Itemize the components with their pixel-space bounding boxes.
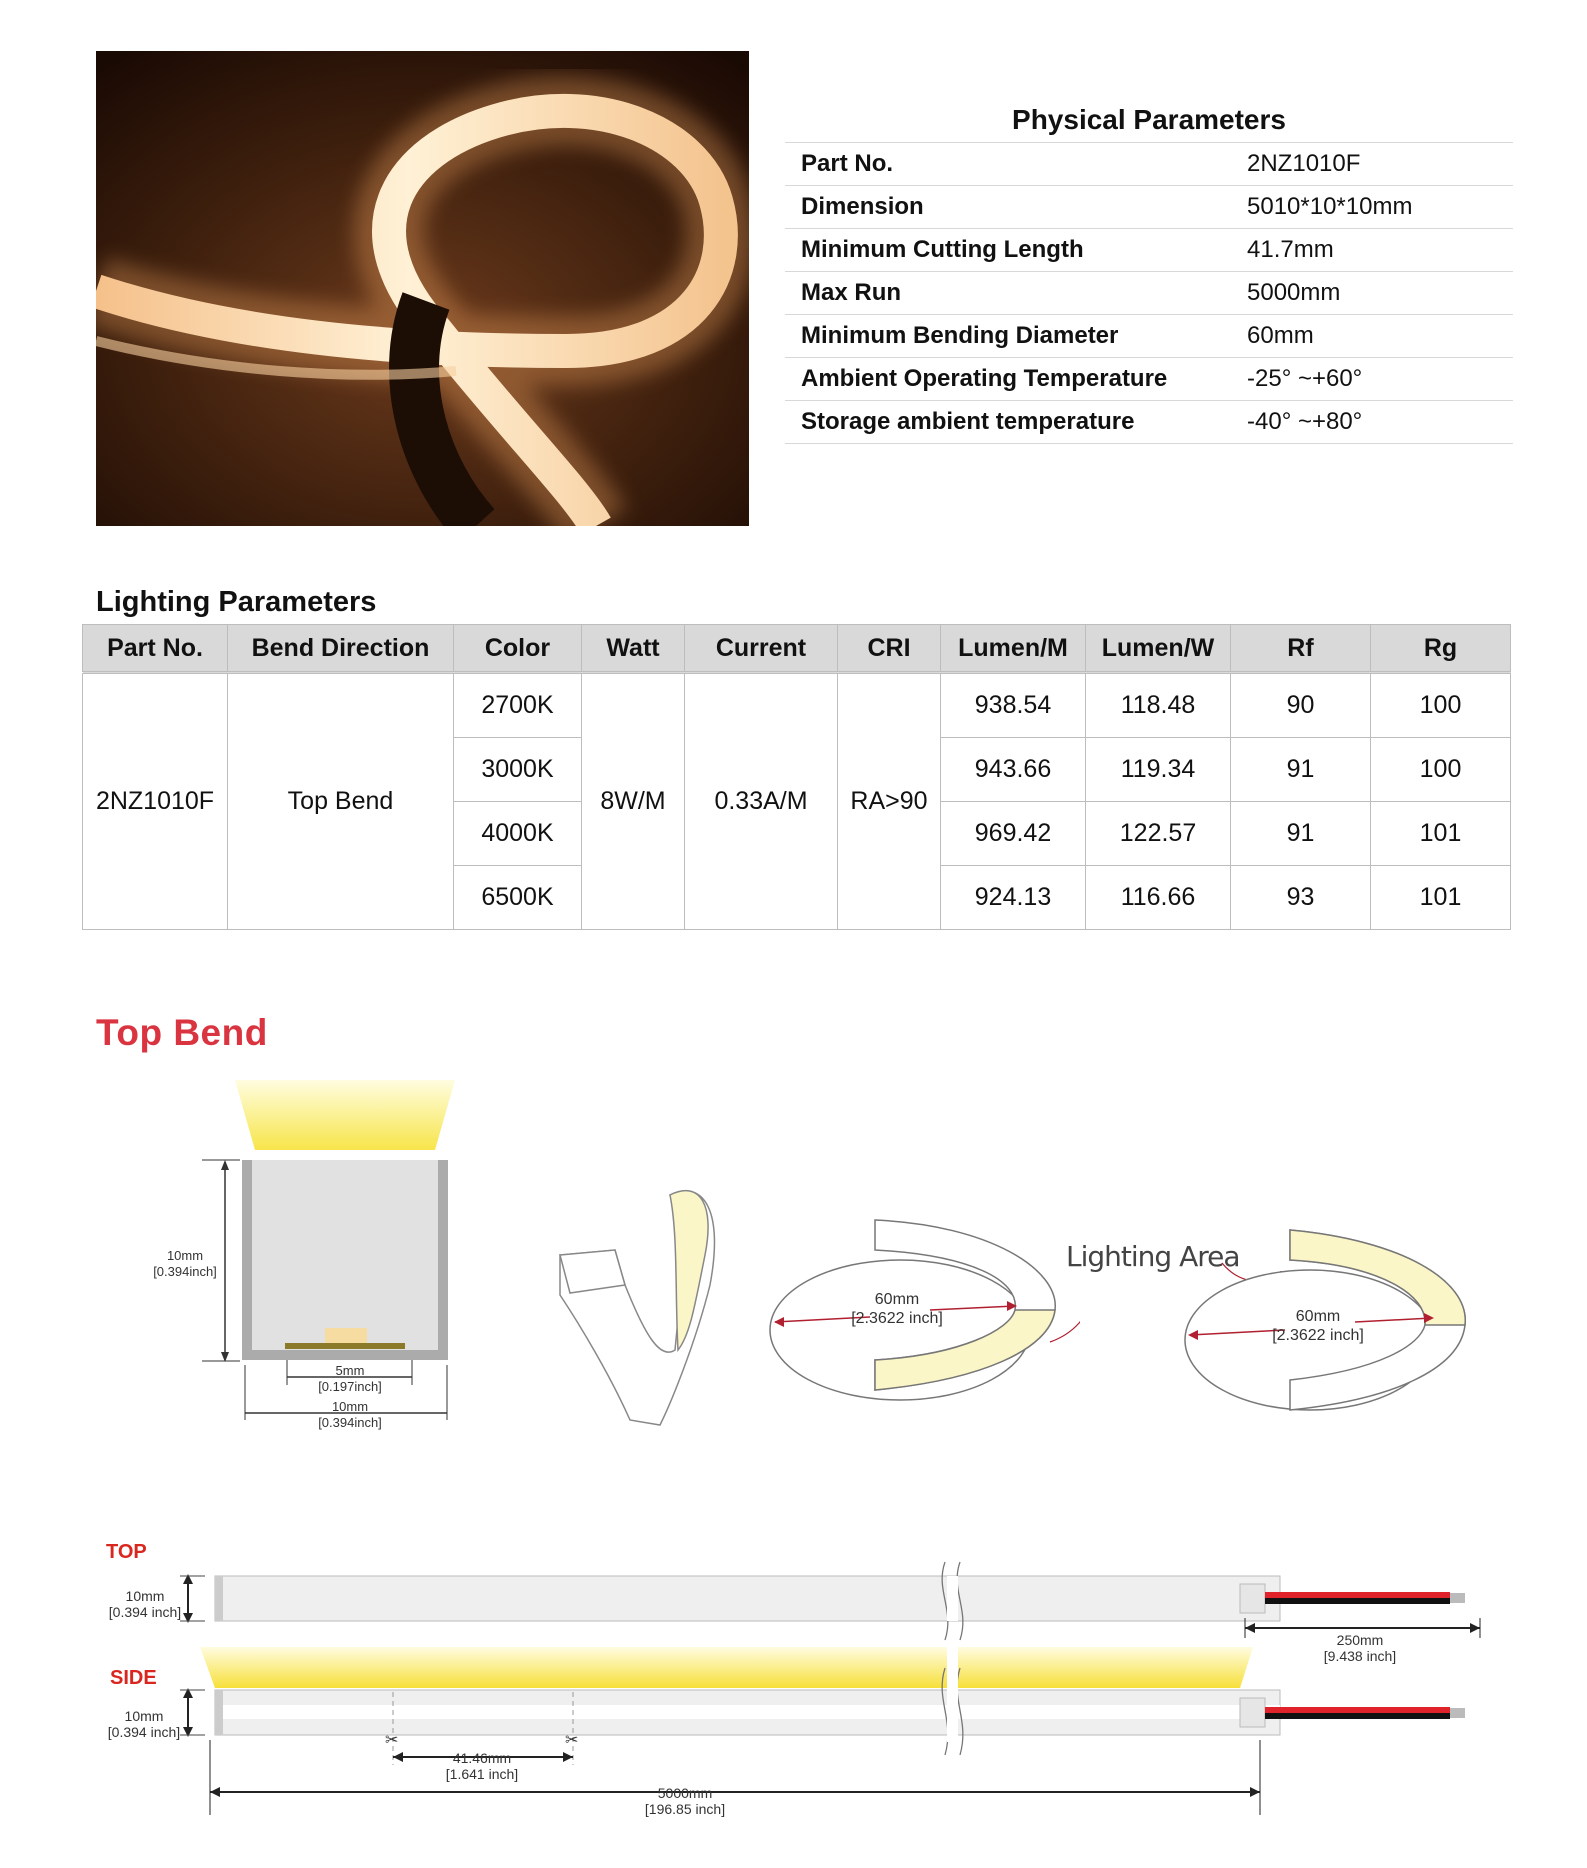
- param-value: -25° ~+60°: [1247, 365, 1363, 392]
- twisted-strip-illustration: [550, 1175, 740, 1435]
- bend2-mm: 60mm: [1295, 1308, 1341, 1325]
- current-cell: 0.33A/M: [685, 673, 838, 930]
- width-dimension-label: [305, 1399, 395, 1431]
- col-header: Lumen/M: [941, 625, 1086, 673]
- watt-cell: 8W/M: [582, 673, 685, 930]
- col-header: Lumen/W: [1086, 625, 1231, 673]
- col-header: Watt: [582, 625, 685, 673]
- physical-row: [785, 401, 1513, 444]
- rg-cell: 101: [1371, 866, 1511, 930]
- physical-row: [785, 186, 1513, 229]
- param-value: 5010*10*10mm: [1247, 193, 1413, 220]
- cable-mm: 250mm: [1336, 1632, 1384, 1648]
- top-height-inch: [0.394 inch]: [108, 1604, 182, 1620]
- inner-inch: [0.197inch]: [318, 1379, 382, 1394]
- side-height-label: [98, 1708, 190, 1740]
- physical-parameters-title: Physical Parameters: [785, 100, 1513, 143]
- lumen-w-cell: 119.34: [1086, 738, 1231, 802]
- lumen-m-cell: 924.13: [941, 866, 1086, 930]
- pcb: [285, 1343, 405, 1349]
- table-header-row: [83, 625, 1511, 673]
- physical-row: [785, 143, 1513, 186]
- color-cell: 6500K: [454, 866, 582, 930]
- cable-length-label: [1310, 1632, 1410, 1664]
- bend1-mm: 60mm: [874, 1291, 920, 1308]
- side-view-label: SIDE: [110, 1667, 157, 1689]
- top-height-mm: 10mm: [125, 1588, 165, 1604]
- product-photo: [96, 51, 749, 526]
- black-wire: [1265, 1598, 1450, 1604]
- top-height-label: [100, 1588, 190, 1620]
- physical-parameters-table: [785, 100, 1513, 444]
- profile-inner: [252, 1160, 438, 1350]
- param-key: Part No.: [801, 150, 894, 177]
- lighting-area-label: Lighting Area: [1066, 1240, 1240, 1273]
- side-light-glow: [200, 1647, 1253, 1688]
- top-bend-title: Top Bend: [96, 1012, 268, 1053]
- lumen-w-cell: 118.48: [1086, 673, 1231, 738]
- lumen-m-cell: 938.54: [941, 673, 1086, 738]
- rg-cell: 100: [1371, 673, 1511, 738]
- rf-cell: 90: [1231, 673, 1371, 738]
- lumen-w-cell: 122.57: [1086, 802, 1231, 866]
- param-value: 41.7mm: [1247, 236, 1334, 263]
- total-length-label: [630, 1785, 740, 1817]
- scissors-icon: ✂: [385, 1732, 399, 1749]
- height-dimension-label: [150, 1248, 220, 1280]
- part-no-cell: 2NZ1010F: [83, 673, 228, 930]
- param-value: 2NZ1010F: [1247, 150, 1361, 177]
- length-inch: [196.85 inch]: [644, 1801, 726, 1817]
- table-row: [83, 673, 1511, 738]
- scissors-icon: ✂: [565, 1732, 579, 1749]
- led-chip: [325, 1328, 367, 1343]
- cut-length-label: [432, 1750, 532, 1782]
- top-strip-body: [215, 1576, 1280, 1621]
- bend1-inch: [2.3622 inch]: [851, 1310, 943, 1327]
- col-header: Current: [685, 625, 838, 673]
- side-height-mm: 10mm: [124, 1708, 164, 1724]
- height-mm: 10mm: [166, 1248, 204, 1263]
- param-key: Minimum Bending Diameter: [801, 322, 1119, 349]
- physical-row: [785, 358, 1513, 401]
- bend2-inch: [2.3622 inch]: [1272, 1327, 1364, 1344]
- inner-dimension-label: [310, 1363, 390, 1395]
- color-cell: 3000K: [454, 738, 582, 802]
- color-cell: 2700K: [454, 673, 582, 738]
- strip-dimension-drawing: [180, 1550, 1510, 1830]
- red-wire: [1265, 1592, 1450, 1598]
- rf-cell: 91: [1231, 738, 1371, 802]
- col-header: Rg: [1371, 625, 1511, 673]
- lumen-m-cell: 943.66: [941, 738, 1086, 802]
- param-value: 5000mm: [1247, 279, 1341, 306]
- param-key: Max Run: [801, 279, 902, 306]
- lighting-parameters-table: [82, 624, 1511, 930]
- param-key: Dimension: [801, 193, 924, 220]
- color-cell: 4000K: [454, 802, 582, 866]
- light-beam: [235, 1080, 455, 1150]
- cable-inch: [9.438 inch]: [1323, 1648, 1397, 1664]
- cut-inch: [1.641 inch]: [445, 1766, 519, 1782]
- col-header: Rf: [1231, 625, 1371, 673]
- inner-mm: 5mm: [335, 1363, 365, 1378]
- bend1-dimension-label: [842, 1290, 952, 1328]
- physical-row: [785, 229, 1513, 272]
- col-header: CRI: [838, 625, 941, 673]
- physical-row: [785, 315, 1513, 358]
- col-header: Bend Direction: [228, 625, 454, 673]
- cri-cell: RA>90: [838, 673, 941, 930]
- height-inch: [0.394inch]: [153, 1264, 217, 1279]
- width-mm: 10mm: [331, 1399, 369, 1414]
- rg-cell: 101: [1371, 802, 1511, 866]
- side-height-inch: [0.394 inch]: [107, 1724, 181, 1740]
- col-header: Part No.: [83, 625, 228, 673]
- top-view-label: TOP: [106, 1541, 147, 1563]
- cut-mm: 41.46mm: [452, 1750, 512, 1766]
- lighting-parameters-title: Lighting Parameters: [96, 586, 377, 618]
- length-mm: 5000mm: [657, 1785, 713, 1801]
- param-value: -40° ~+80°: [1247, 408, 1363, 435]
- param-value: 60mm: [1247, 322, 1314, 349]
- rg-cell: 100: [1371, 738, 1511, 802]
- lumen-m-cell: 969.42: [941, 802, 1086, 866]
- rf-cell: 91: [1231, 802, 1371, 866]
- rf-cell: 93: [1231, 866, 1371, 930]
- bend-direction-cell: Top Bend: [228, 673, 454, 930]
- bend2-dimension-label: [1258, 1307, 1378, 1345]
- param-key: Storage ambient temperature: [801, 408, 1135, 435]
- lumen-w-cell: 116.66: [1086, 866, 1231, 930]
- col-header: Color: [454, 625, 582, 673]
- param-key: Minimum Cutting Length: [801, 236, 1084, 263]
- physical-row: [785, 272, 1513, 315]
- param-key: Ambient Operating Temperature: [801, 365, 1168, 392]
- width-inch: [0.394inch]: [318, 1415, 382, 1430]
